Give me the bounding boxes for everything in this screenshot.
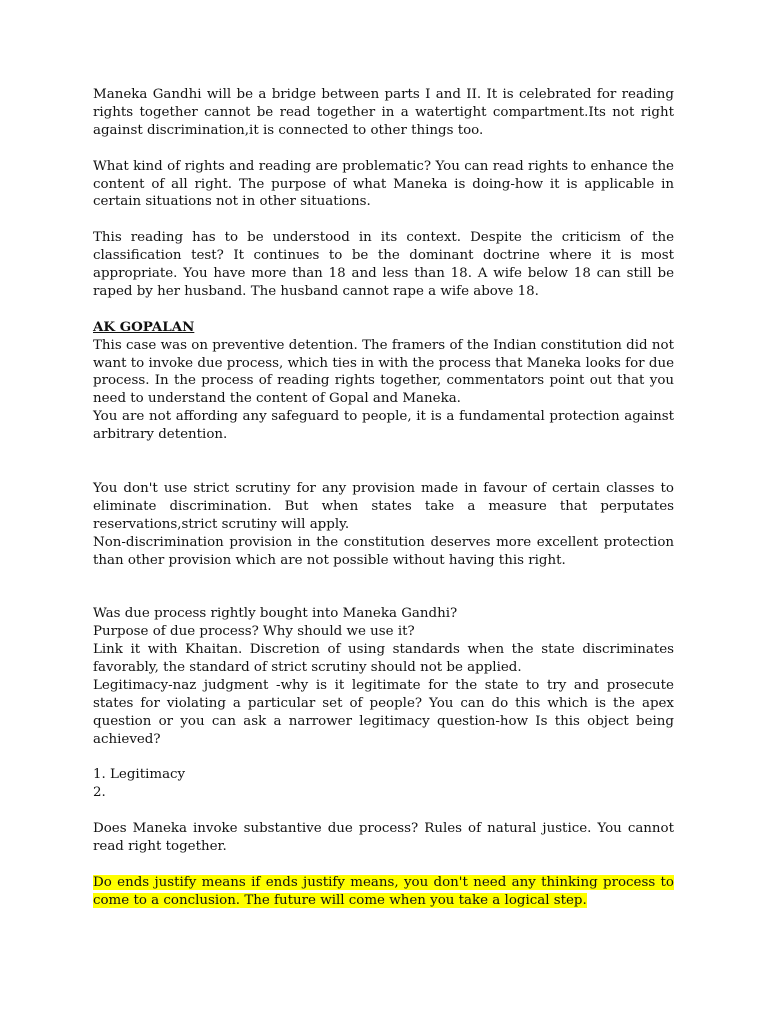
highlighted-paragraph xyxy=(93,874,674,910)
paragraph: Link it with Khaitan. Discretion of using standards when the state discriminates favorably, the standard of strict scrutiny should not be applied. xyxy=(93,642,674,675)
paragraph: Non-discrimination provision in the constitution deserves more excellent protection than other provision which are not possible without having this right. xyxy=(93,534,674,568)
paragraph: This reading has to be understood in its context. Despite the criticism of the classification test? It continues to be the dominant doctrine where it is most appropriate. You have more than 18 and less than 18. A wife below 18 can still be raped by her husband. The husband cannot rape a wife above 18. xyxy=(93,230,674,299)
section-heading: AK GOPALAN xyxy=(93,318,195,335)
paragraph: You don't use strict scrutiny for any provision made in favour of certain classes to eliminate discrimination. But when states take a measure that perputates reservations,strict scrutiny will apply. xyxy=(93,480,674,532)
list-item: 1. Legitimacy xyxy=(93,767,186,783)
paragraph: You are not affording any safeguard to people, it is a fundamental protection against arbitrary detention. xyxy=(93,409,674,443)
paragraph: What kind of rights and reading are problematic? You can read rights to enhance the content of all right. The purpose of what Maneka is doing-how it is applicable in certain situations not in other situations. xyxy=(93,158,674,210)
document-page xyxy=(93,86,674,910)
paragraph: Legitimacy-naz judgment -why is it legitimate for the state to try and prosecute states for violating a particular set of people? You can do this which is the apex question or you can ask a narrower legitimacy question-how Is this object being achieved? xyxy=(93,677,674,747)
question-line: Purpose of due process? Why should we use it? xyxy=(93,624,415,640)
paragraph: Does Maneka invoke substantive due process? Rules of natural justice. You cannot read right together. xyxy=(93,821,674,854)
question-line: Was due process rightly bought into Maneka Gandhi? xyxy=(93,606,458,622)
paragraph: This case was on preventive detention. The framers of the Indian constitution did not want to invoke due process, which ties in with the process that Maneka looks for due process. In the process of reading rights together, commentators point out that you need to understand the content of Gopal and Maneka. xyxy=(93,337,674,407)
paragraph: Maneka Gandhi will be a bridge between parts I and II. It is celebrated for reading rights together cannot be read together in a watertight compartment.Its not right against discrimination,it is connected to other things too. xyxy=(93,87,674,138)
highlighted-text: Do ends justify means if ends justify means, you don't need any thinking process to come to a conclusion. The future will come when you take a logical step. xyxy=(93,874,674,908)
list-item: 2. xyxy=(93,785,106,801)
